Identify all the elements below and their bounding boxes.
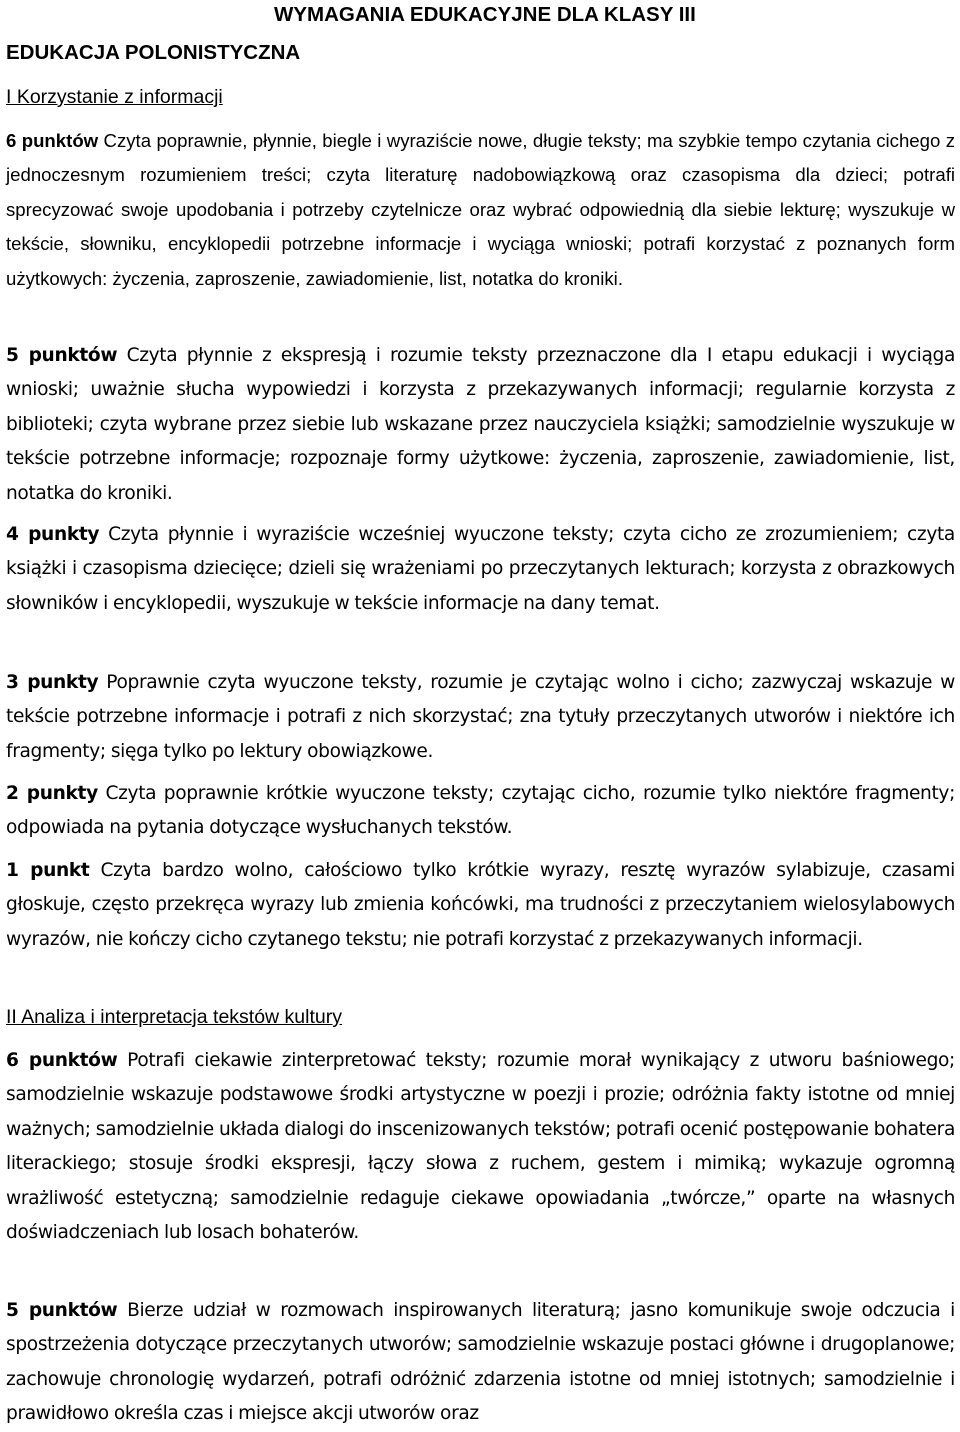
document-title: WYMAGANIA EDUKACYJNE DLA KLASY III [274, 3, 696, 26]
requirement-text: Bierze udział w rozmowach inspirowanych literaturą; jasno komunikuje swoje odczucia i spostrzeżenia dotyczące przeczytanych utworów; samodzielnie wskazuje postaci główne i drugoplanowe; zachowuje chronologię wydarzeń, potrafi odróżnić zdarzenia istotne od mniej istotnych; samodzielnie i prawidłowo określa czas i miejsce akcji utworów oraz [6, 1300, 955, 1425]
requirement-paragraph [6, 1044, 955, 1250]
requirement-text: Czyta płynnie i wyraziście wcześniej wyuczone teksty; czyta cicho ze zrozumieniem; czyta książki i czasopisma dziecięce; dzieli się wrażeniami po przeczytanych lekturach; korzysta z obrazkowych słowników i encyklopedii, wyszukuje w tekście informacje na dany temat. [6, 524, 955, 614]
requirement-text: Czyta płynnie z ekspresją i rozumie teksty przeznaczone dla I etapu edukacji i wyciąga wnioski; uważnie słucha wypowiedzi i korzysta z przekazywanych informacji; regularnie korzysta z biblioteki; czyta wybrane przez siebie lub wskazane przez nauczyciela książki; samodzielnie wyszukuje w tekście potrzebne informacje; rozpoznaje formy użytkowe: życzenia, zaproszenie, zawiadomienie, list, notatka do kroniki. [6, 345, 955, 504]
requirement-text: Czyta poprawnie krótkie wyuczone teksty; czytając cicho, rozumie tylko niektóre fragmenty; odpowiada na pytania dotyczące wysłuchanych tekstów. [6, 783, 956, 839]
requirement-paragraph [6, 518, 955, 621]
subsection-heading-analysis: II Analiza i interpretacja tekstów kultury [6, 1006, 342, 1028]
points-label: 6 punktów [6, 130, 99, 151]
requirement-text: Czyta poprawnie, płynnie, biegle i wyraziście nowe, długie teksty; ma szybkie tempo czytania cichego z jednoczesnym rozumieniem treści; czyta literaturę nadobowiązkową oraz czasopisma dla dzieci; potrafi sprecyzować swoje upodobania i potrzeby czytelnicze oraz wybrać odpowiednią dla siebie lekturę; wyszukuje w tekście, słowniku, encyklopedii potrzebne informacje i wyciąga wnioski; potrafi korzystać z poznanych form użytkowych: życzenia, zaproszenie, zawiadomienie, list, notatka do kroniki. [6, 130, 956, 289]
points-label: 5 punktów [6, 345, 118, 366]
requirement-text: Potrafi ciekawie zinterpretować teksty; rozumie morał wynikający z utworu baśniowego; samodzielnie wskazuje podstawowe środki artystyczne w poezji i prozie; odróżnia fakty istotne od mniej ważnych; samodzielnie układa dialogi do inscenizowanych tekstów; potrafi ocenić postępowanie bohatera literackiego; stosuje środki ekspresji, łączy słowa z ruchem, gestem i mimiką; wykazuje ogromną wrażliwość estetyczną; samodzielnie redaguje ciekawe opowiadania „twórcze,” oparte na własnych doświadczeniach lub losach bohaterów. [6, 1050, 955, 1244]
requirement-paragraph [6, 666, 955, 769]
points-label: 2 punkty [6, 783, 98, 804]
points-label: 4 punkty [6, 524, 100, 545]
points-label: 1 punkt [6, 860, 90, 881]
points-label: 3 punkty [6, 672, 99, 693]
points-label: 5 punktów [6, 1300, 118, 1321]
requirement-text: Czyta bardzo wolno, całościowo tylko krótkie wyrazy, resztę wyrazów sylabizuje, czasami głoskuje, często przekręca wyrazy lub zmienia końcówki, ma trudności z przeczytaniem wielosylabowych wyrazów, nie kończy cicho czytanego tekstu; nie potrafi korzystać z przekazywanych informacji. [6, 860, 955, 950]
section-title: EDUKACJA POLONISTYCZNA [6, 41, 301, 64]
subsection-heading-information: I Korzystanie z informacji [6, 86, 223, 108]
points-label: 6 punktów [6, 1050, 118, 1071]
requirement-paragraph [6, 1294, 955, 1432]
requirement-paragraph [6, 854, 955, 957]
requirement-paragraph [6, 124, 955, 296]
requirement-text: Poprawnie czyta wyuczone teksty, rozumie je czytając wolno i cicho; zazwyczaj wskazuje w tekście potrzebne informacje i potrafi z nich skorzystać; zna tytuły przeczytanych utworów i niektóre ich fragmenty; sięga tylko po lektury obowiązkowe. [6, 672, 955, 762]
requirement-paragraph [6, 777, 955, 846]
requirement-paragraph [6, 339, 955, 511]
